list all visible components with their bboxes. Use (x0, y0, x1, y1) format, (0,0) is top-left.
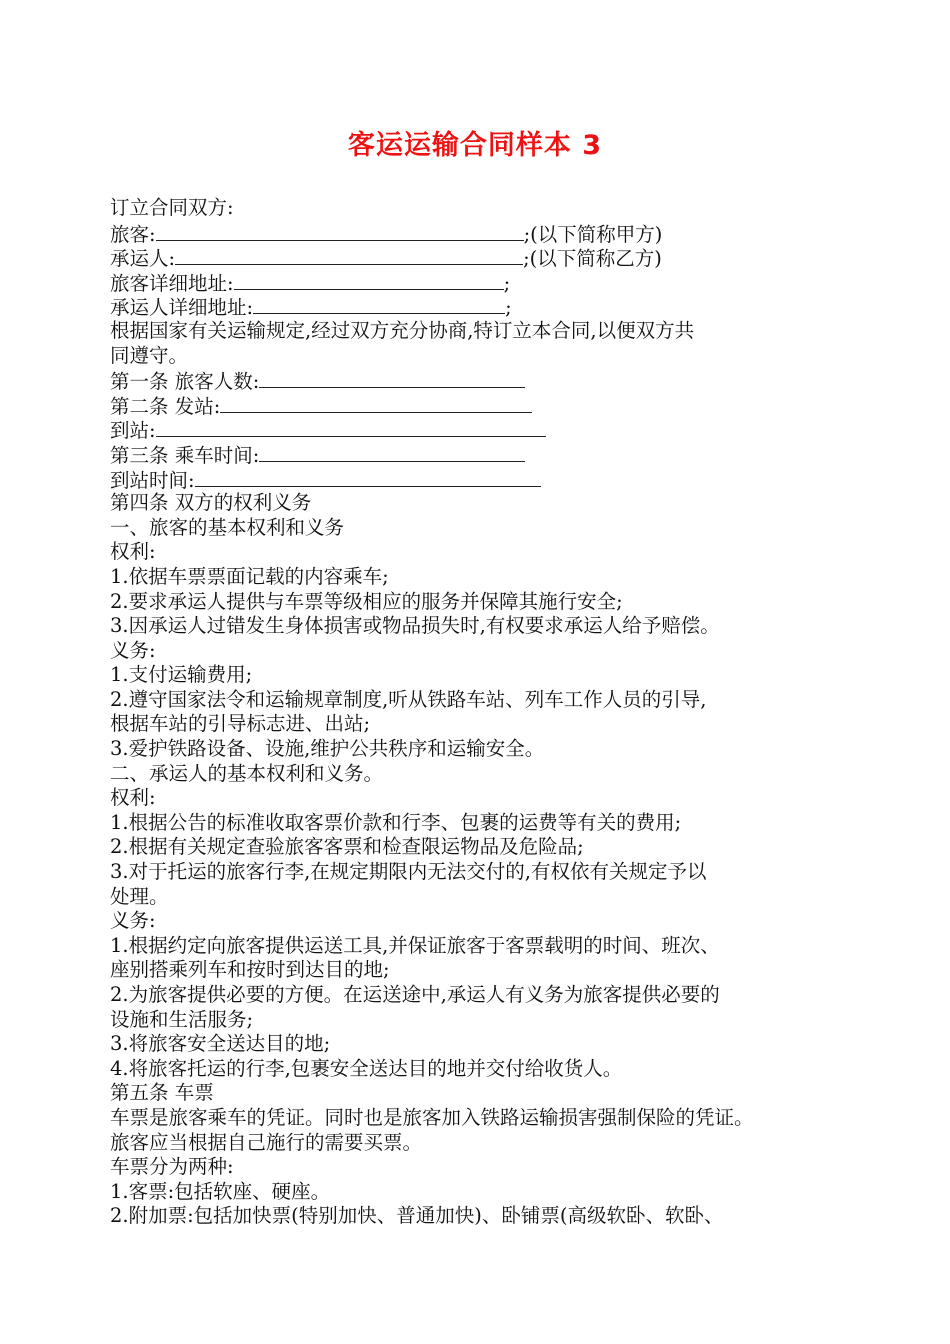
text-line: 设施和生活服务; (110, 1007, 254, 1031)
list-item: 3.将旅客安全送达目的地; (110, 1032, 331, 1056)
list-item: 2.为旅客提供必要的方便。在运送途中,承运人有义务为旅客提供必要的 (110, 983, 720, 1006)
article-3-label: 第三条 乘车时间: (110, 443, 260, 467)
departure-station-blank (220, 393, 532, 413)
article-2-label: 第二条 发站: (110, 394, 221, 418)
subheading: 义务: (110, 909, 156, 933)
carrier-address-blank (253, 294, 505, 314)
article-5-heading: 第五条 车票 (110, 1081, 214, 1105)
list-item: 1.客票:包括软座、硬座。 (110, 1179, 331, 1203)
arrival-station-label: 到站: (110, 419, 156, 443)
carrier-label: 承运人: (110, 247, 176, 271)
arrival-time-blank (195, 467, 541, 487)
carrier-line (110, 245, 855, 270)
text-line: 根据国家有关运输规定,经过双方充分协商,特订立本合同,以便双方共 (110, 318, 695, 342)
list-item: 3.对于托运的旅客行李,在规定期限内无法交付的,有权依有关规定予以 (110, 860, 707, 884)
arrival-time-label: 到站时间: (110, 468, 195, 492)
text-line: 座别搭乘列车和按时到达目的地; (110, 958, 390, 982)
carrier-address-label: 承运人详细地址: (110, 296, 254, 320)
text-line: 订立合同双方: (110, 196, 234, 219)
carrier-address-line (110, 294, 855, 319)
section-heading: 一、旅客的基本权利和义务 (110, 515, 345, 539)
article-2-line (110, 393, 855, 418)
list-item: 2.遵守国家法令和运输规章制度,听从铁路车站、列车工作人员的引导, (110, 687, 707, 711)
arrival-station-line (110, 417, 855, 442)
list-item: 3.爱护铁路设备、设施,维护公共秩序和运输安全。 (110, 737, 545, 761)
arrival-station-blank (156, 417, 546, 437)
list-item: 4.将旅客托运的行李,包裹安全送达目的地并交付给收货人。 (110, 1056, 623, 1080)
subheading: 权利: (110, 786, 156, 810)
list-item: 1.根据约定向旅客提供运送工具,并保证旅客于客票载明的时间、班次、 (110, 933, 720, 957)
list-item: 1.支付运输费用; (110, 663, 253, 687)
document-title: 客运运输合同样本 3 (347, 130, 603, 161)
article-3-line (110, 442, 855, 467)
passenger-address-line (110, 270, 855, 295)
article-1-label: 第一条 旅客人数: (110, 370, 260, 394)
text-line: 旅客应当根据自己施行的需要买票。 (110, 1130, 423, 1154)
section-heading: 二、承运人的基本权利和义务。 (110, 761, 384, 785)
carrier-suffix: ;(以下简称乙方) (523, 247, 662, 271)
passenger-line (110, 221, 855, 246)
text-line: 根据车站的引导标志进、出站; (110, 712, 371, 736)
list-item: 2.根据有关规定查验旅客客票和检查限运物品及危险品; (110, 835, 584, 859)
passenger-suffix: ;(以下简称甲方) (523, 222, 663, 246)
text-line: 车票是旅客乘车的凭证。同时也是旅客加入铁路运输损害强制保险的凭证。 (110, 1105, 754, 1129)
subheading: 权利: (110, 540, 156, 564)
passenger-label: 旅客: (110, 222, 156, 246)
arrival-time-line (110, 467, 855, 492)
carrier-address-suffix: ; (505, 296, 512, 320)
passenger-count-blank (259, 368, 525, 388)
boarding-time-blank (259, 442, 525, 462)
text-line: 车票分为两种: (110, 1155, 234, 1179)
carrier-blank (175, 245, 523, 265)
passenger-address-label: 旅客详细地址: (110, 271, 234, 295)
article-4-heading: 第四条 双方的权利义务 (110, 491, 312, 515)
text-line: 处理。 (110, 884, 169, 908)
passenger-address-suffix: ; (503, 271, 511, 295)
article-1-line (110, 368, 855, 393)
subheading: 义务: (110, 638, 156, 662)
text-line: 同遵守。 (110, 343, 189, 367)
document-body (110, 196, 855, 1229)
list-item: 3.因承运人过错发生身体损害或物品损失时,有权要求承运人给予赔偿。 (110, 614, 720, 638)
list-item: 2.要求承运人提供与车票等级相应的服务并保障其施行安全; (110, 589, 623, 613)
list-item: 1.根据公告的标准收取客票价款和行李、包裹的运费等有关的费用; (110, 810, 682, 834)
passenger-address-blank (234, 270, 504, 290)
passenger-blank (156, 221, 524, 241)
list-item: 1.依据车票票面记载的内容乘车; (110, 564, 389, 588)
list-item: 2.附加票:包括加快票(特别加快、普通加快)、卧铺票(高级软卧、软卧、 (110, 1204, 724, 1228)
